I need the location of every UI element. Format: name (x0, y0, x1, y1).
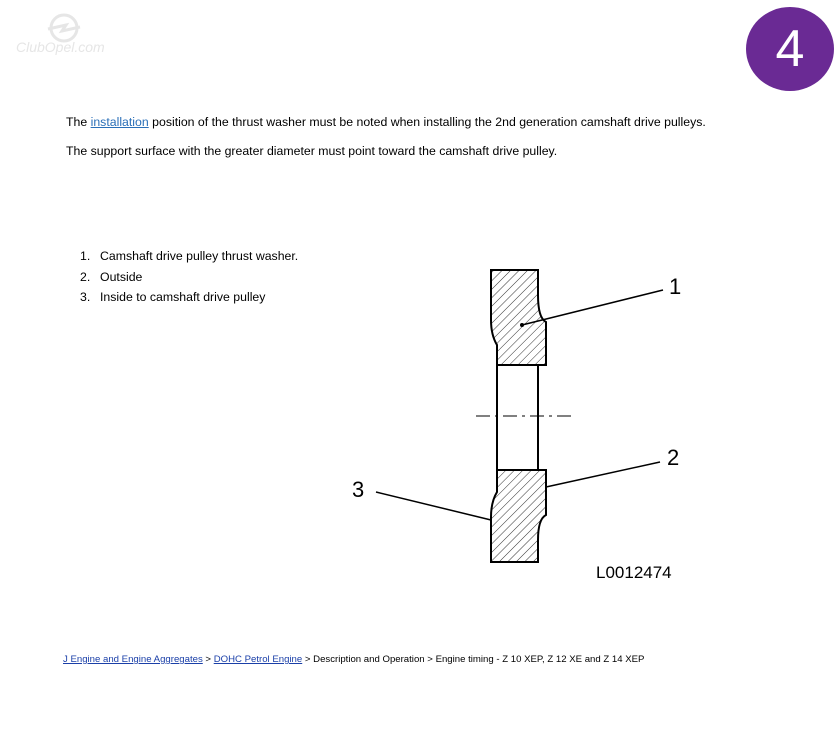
legend-text: Outside (100, 269, 143, 284)
breadcrumb (63, 654, 644, 665)
legend-number: 2. (80, 269, 91, 284)
breadcrumb-item-current: Engine timing - Z 10 XEP, Z 12 XE and Z 14 XEP (435, 654, 645, 665)
washer-upper-section (491, 270, 546, 365)
thrust-washer-diagram (340, 255, 700, 585)
breadcrumb-item-description: Description and Operation (313, 654, 425, 665)
diagram-legend (80, 249, 298, 311)
intro-text-start: The (66, 115, 91, 129)
leader-line-1 (522, 290, 663, 325)
legend-item (80, 249, 298, 270)
clubopel-logo (14, 10, 124, 58)
legend-text: Camshaft drive pulley thrust washer. (100, 249, 299, 263)
legend-number: 1. (80, 249, 91, 263)
legend-number: 3. (80, 290, 91, 304)
step-number-badge: 4 (746, 7, 834, 91)
intro-paragraph-1 (66, 115, 706, 129)
breadcrumb-link-dohc-petrol-engine[interactable]: DOHC Petrol Engine (213, 654, 303, 665)
figure-reference: L0012474 (596, 563, 672, 582)
callout-1: 1 (669, 274, 682, 299)
breadcrumb-separator: > (424, 654, 436, 665)
breadcrumb-link-engine-aggregates[interactable]: J Engine and Engine Aggregates (63, 654, 203, 665)
breadcrumb-separator: > (302, 654, 314, 665)
leader-dot-1 (520, 323, 524, 327)
logo-text: ClubOpel.com (16, 39, 105, 55)
legend-text: Inside to camshaft drive pulley (100, 290, 266, 304)
leader-line-2 (546, 462, 660, 487)
opel-logo-icon (14, 10, 124, 58)
legend-item (80, 290, 298, 311)
callout-3: 3 (352, 477, 365, 502)
intro-text-end: position of the thrust washer must be noted when installing the 2nd generation camshaft drive pulleys. (148, 115, 706, 129)
intro-paragraph-2: The support surface with the greater diameter must point toward the camshaft drive pulley. (66, 144, 558, 158)
breadcrumb-separator: > (202, 654, 214, 665)
legend-item (80, 270, 298, 291)
washer-lower-section (491, 470, 546, 562)
callout-2: 2 (667, 445, 680, 470)
installation-link[interactable]: installation (90, 115, 149, 129)
leader-line-3 (376, 492, 491, 520)
